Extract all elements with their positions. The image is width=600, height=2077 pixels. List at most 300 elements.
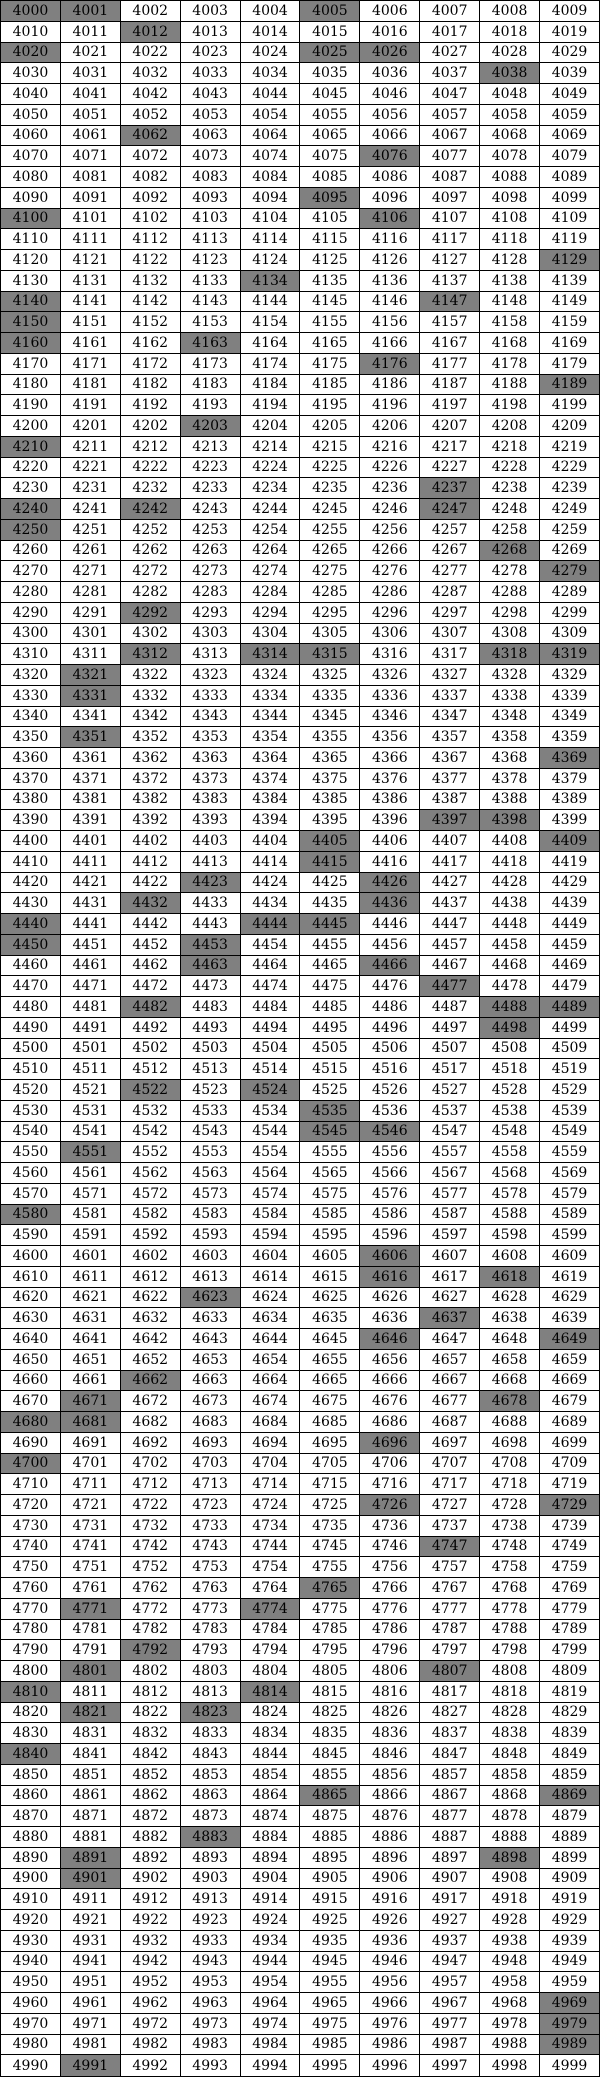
number-cell: 4781 — [60, 1619, 120, 1640]
number-cell: 4576 — [360, 1183, 420, 1204]
number-cell: 4982 — [120, 2034, 180, 2055]
number-cell: 4169 — [540, 333, 600, 354]
number-cell: 4017 — [420, 21, 480, 42]
number-cell: 4343 — [180, 706, 240, 727]
number-cell: 4577 — [420, 1183, 480, 1204]
number-cell: 4682 — [120, 1412, 180, 1433]
number-cell: 4659 — [540, 1349, 600, 1370]
number-cell: 4759 — [540, 1557, 600, 1578]
number-cell: 4656 — [360, 1349, 420, 1370]
number-cell: 4925 — [300, 1910, 360, 1931]
number-cell: 4505 — [300, 1038, 360, 1059]
number-cell: 4612 — [120, 1266, 180, 1287]
number-cell: 4224 — [240, 457, 300, 478]
number-cell: 4592 — [120, 1225, 180, 1246]
number-cell: 4057 — [420, 104, 480, 125]
number-cell: 4024 — [240, 42, 300, 63]
number-cell: 4689 — [540, 1412, 600, 1433]
number-cell: 4914 — [240, 1889, 300, 1910]
number-cell: 4354 — [240, 727, 300, 748]
number-cell: 4965 — [300, 1993, 360, 2014]
number-cell: 4642 — [120, 1329, 180, 1350]
number-cell: 4784 — [240, 1619, 300, 1640]
number-cell: 4278 — [480, 561, 540, 582]
number-cell: 4437 — [420, 893, 480, 914]
number-cell: 4584 — [240, 1204, 300, 1225]
number-cell: 4990 — [1, 2055, 61, 2077]
number-cell: 4924 — [240, 1910, 300, 1931]
number-cell: 4571 — [60, 1183, 120, 1204]
number-cell: 4950 — [1, 1972, 61, 1993]
number-cell: 4986 — [360, 2034, 420, 2055]
number-cell: 4698 — [480, 1432, 540, 1453]
number-cell: 4479 — [540, 976, 600, 997]
table-row — [1, 1432, 600, 1453]
number-cell: 4461 — [60, 955, 120, 976]
number-cell: 4300 — [1, 623, 61, 644]
number-cell: 4779 — [540, 1598, 600, 1619]
number-cell: 4071 — [60, 146, 120, 167]
number-cell: 4776 — [360, 1598, 420, 1619]
number-cell: 4877 — [420, 1806, 480, 1827]
number-cell: 4416 — [360, 851, 420, 872]
number-cell: 4910 — [1, 1889, 61, 1910]
number-cell: 4411 — [60, 851, 120, 872]
number-cell: 4649 — [540, 1329, 600, 1350]
number-cell: 4456 — [360, 934, 420, 955]
number-cell: 4864 — [240, 1785, 300, 1806]
number-cell: 4432 — [120, 893, 180, 914]
number-cell: 4657 — [420, 1349, 480, 1370]
number-cell: 4451 — [60, 934, 120, 955]
number-cell: 4111 — [60, 229, 120, 250]
number-cell: 4878 — [480, 1806, 540, 1827]
number-cell: 4620 — [1, 1287, 61, 1308]
number-cell: 4586 — [360, 1204, 420, 1225]
number-cell: 4447 — [420, 914, 480, 935]
number-cell: 4588 — [480, 1204, 540, 1225]
number-cell: 4852 — [120, 1764, 180, 1785]
number-cell: 4797 — [420, 1640, 480, 1661]
number-cell: 4896 — [360, 1847, 420, 1868]
number-cell: 4568 — [480, 1163, 540, 1184]
number-cell: 4999 — [540, 2055, 600, 2077]
number-cell: 4464 — [240, 955, 300, 976]
number-cell: 4175 — [300, 353, 360, 374]
number-cell: 4725 — [300, 1495, 360, 1516]
number-cell: 4223 — [180, 457, 240, 478]
number-cell: 4562 — [120, 1163, 180, 1184]
number-cell: 4318 — [480, 644, 540, 665]
number-cell: 4495 — [300, 1017, 360, 1038]
number-cell: 4729 — [540, 1495, 600, 1516]
number-grid-body — [1, 1, 600, 2077]
number-cell: 4502 — [120, 1038, 180, 1059]
number-cell: 4203 — [180, 416, 240, 437]
number-cell: 4989 — [540, 2034, 600, 2055]
number-cell: 4775 — [300, 1598, 360, 1619]
number-cell: 4927 — [420, 1910, 480, 1931]
number-cell: 4941 — [60, 1951, 120, 1972]
number-cell: 4329 — [540, 665, 600, 686]
number-cell: 4692 — [120, 1432, 180, 1453]
number-cell: 4268 — [480, 540, 540, 561]
number-cell: 4602 — [120, 1246, 180, 1267]
number-cell: 4634 — [240, 1308, 300, 1329]
number-cell: 4214 — [240, 436, 300, 457]
number-cell: 4468 — [480, 955, 540, 976]
number-cell: 4948 — [480, 1951, 540, 1972]
number-cell: 4345 — [300, 706, 360, 727]
number-cell: 4902 — [120, 1868, 180, 1889]
number-cell: 4034 — [240, 63, 300, 84]
number-cell: 4854 — [240, 1764, 300, 1785]
number-cell: 4349 — [540, 706, 600, 727]
number-cell: 4365 — [300, 748, 360, 769]
number-cell: 4090 — [1, 187, 61, 208]
number-cell: 4777 — [420, 1598, 480, 1619]
table-row — [1, 208, 600, 229]
table-row — [1, 187, 600, 208]
number-cell: 4442 — [120, 914, 180, 935]
number-cell: 4019 — [540, 21, 600, 42]
number-cell: 4992 — [120, 2055, 180, 2077]
number-cell: 4415 — [300, 851, 360, 872]
number-cell: 4393 — [180, 810, 240, 831]
number-cell: 4104 — [240, 208, 300, 229]
number-cell: 4720 — [1, 1495, 61, 1516]
table-row — [1, 1266, 600, 1287]
table-row — [1, 872, 600, 893]
number-cell: 4399 — [540, 810, 600, 831]
number-cell: 4843 — [180, 1744, 240, 1765]
number-cell: 4497 — [420, 1017, 480, 1038]
number-cell: 4865 — [300, 1785, 360, 1806]
number-cell: 4696 — [360, 1432, 420, 1453]
number-cell: 4678 — [480, 1391, 540, 1412]
number-cell: 4091 — [60, 187, 120, 208]
number-cell: 4967 — [420, 1993, 480, 2014]
number-cell: 4971 — [60, 2013, 120, 2034]
number-cell: 4930 — [1, 1930, 61, 1951]
number-cell: 4527 — [420, 1080, 480, 1101]
number-cell: 4321 — [60, 665, 120, 686]
number-cell: 4802 — [120, 1661, 180, 1682]
number-cell: 4617 — [420, 1266, 480, 1287]
table-row — [1, 1349, 600, 1370]
number-cell: 4526 — [360, 1080, 420, 1101]
number-cell: 4139 — [540, 270, 600, 291]
table-row — [1, 1495, 600, 1516]
number-cell: 4211 — [60, 436, 120, 457]
number-cell: 4307 — [420, 623, 480, 644]
number-cell: 4708 — [480, 1453, 540, 1474]
number-cell: 4637 — [420, 1308, 480, 1329]
number-cell: 4004 — [240, 1, 300, 22]
number-cell: 4087 — [420, 167, 480, 188]
number-cell: 4404 — [240, 831, 300, 852]
number-cell: 4798 — [480, 1640, 540, 1661]
number-cell: 4377 — [420, 768, 480, 789]
number-cell: 4467 — [420, 955, 480, 976]
number-cell: 4255 — [300, 519, 360, 540]
number-cell: 4873 — [180, 1806, 240, 1827]
number-cell: 4859 — [540, 1764, 600, 1785]
number-cell: 4780 — [1, 1619, 61, 1640]
number-cell: 4157 — [420, 312, 480, 333]
number-cell: 4026 — [360, 42, 420, 63]
number-cell: 4428 — [480, 872, 540, 893]
number-cell: 4772 — [120, 1598, 180, 1619]
number-cell: 4823 — [180, 1702, 240, 1723]
number-cell: 4289 — [540, 582, 600, 603]
number-cell: 4265 — [300, 540, 360, 561]
number-cell: 4787 — [420, 1619, 480, 1640]
number-cell: 4613 — [180, 1266, 240, 1287]
number-cell: 4420 — [1, 872, 61, 893]
number-cell: 4357 — [420, 727, 480, 748]
number-cell: 4611 — [60, 1266, 120, 1287]
number-cell: 4221 — [60, 457, 120, 478]
number-cell: 4521 — [60, 1080, 120, 1101]
number-cell: 4138 — [480, 270, 540, 291]
number-cell: 4942 — [120, 1951, 180, 1972]
number-cell: 4081 — [60, 167, 120, 188]
number-cell: 4536 — [360, 1100, 420, 1121]
number-cell: 4862 — [120, 1785, 180, 1806]
number-cell: 4153 — [180, 312, 240, 333]
number-cell: 4152 — [120, 312, 180, 333]
number-cell: 4987 — [420, 2034, 480, 2055]
number-cell: 4412 — [120, 851, 180, 872]
number-cell: 4821 — [60, 1702, 120, 1723]
number-cell: 4717 — [420, 1474, 480, 1495]
number-cell: 4383 — [180, 789, 240, 810]
number-cell: 4991 — [60, 2055, 120, 2077]
number-cell: 4306 — [360, 623, 420, 644]
number-cell: 4142 — [120, 291, 180, 312]
number-cell: 4826 — [360, 1702, 420, 1723]
number-cell: 4633 — [180, 1308, 240, 1329]
number-cell: 4417 — [420, 851, 480, 872]
number-cell: 4605 — [300, 1246, 360, 1267]
number-cell: 4811 — [60, 1681, 120, 1702]
number-cell: 4409 — [540, 831, 600, 852]
number-cell: 4778 — [480, 1598, 540, 1619]
number-cell: 4966 — [360, 1993, 420, 2014]
number-cell: 4639 — [540, 1308, 600, 1329]
number-cell: 4440 — [1, 914, 61, 935]
number-cell: 4841 — [60, 1744, 120, 1765]
number-cell: 4266 — [360, 540, 420, 561]
number-cell: 4275 — [300, 561, 360, 582]
number-cell: 4801 — [60, 1661, 120, 1682]
number-cell: 4369 — [540, 748, 600, 769]
number-cell: 4918 — [480, 1889, 540, 1910]
number-cell: 4183 — [180, 374, 240, 395]
number-cell: 4963 — [180, 1993, 240, 2014]
number-cell: 4185 — [300, 374, 360, 395]
number-cell: 4504 — [240, 1038, 300, 1059]
number-cell: 4623 — [180, 1287, 240, 1308]
number-cell: 4926 — [360, 1910, 420, 1931]
number-cell: 4810 — [1, 1681, 61, 1702]
number-cell: 4217 — [420, 436, 480, 457]
number-cell: 4471 — [60, 976, 120, 997]
number-cell: 4030 — [1, 63, 61, 84]
number-cell: 4476 — [360, 976, 420, 997]
number-cell: 4889 — [540, 1827, 600, 1848]
number-cell: 4448 — [480, 914, 540, 935]
number-cell: 4573 — [180, 1183, 240, 1204]
number-cell: 4937 — [420, 1930, 480, 1951]
number-cell: 4641 — [60, 1329, 120, 1350]
number-cell: 4134 — [240, 270, 300, 291]
number-cell: 4972 — [120, 2013, 180, 2034]
number-cell: 4474 — [240, 976, 300, 997]
number-cell: 4261 — [60, 540, 120, 561]
number-cell: 4113 — [180, 229, 240, 250]
number-cell: 4715 — [300, 1474, 360, 1495]
number-cell: 4077 — [420, 146, 480, 167]
number-cell: 4684 — [240, 1412, 300, 1433]
number-cell: 4807 — [420, 1661, 480, 1682]
table-row — [1, 706, 600, 727]
number-cell: 4473 — [180, 976, 240, 997]
number-cell: 4697 — [420, 1432, 480, 1453]
number-cell: 4572 — [120, 1183, 180, 1204]
table-row — [1, 1930, 600, 1951]
number-cell: 4728 — [480, 1495, 540, 1516]
number-cell: 4050 — [1, 104, 61, 125]
number-cell: 4685 — [300, 1412, 360, 1433]
number-cell: 4164 — [240, 333, 300, 354]
number-cell: 4431 — [60, 893, 120, 914]
number-cell: 4472 — [120, 976, 180, 997]
number-cell: 4804 — [240, 1661, 300, 1682]
number-cell: 4131 — [60, 270, 120, 291]
number-cell: 4235 — [300, 478, 360, 499]
number-cell: 4746 — [360, 1536, 420, 1557]
number-cell: 4837 — [420, 1723, 480, 1744]
number-cell: 4919 — [540, 1889, 600, 1910]
number-cell: 4583 — [180, 1204, 240, 1225]
number-cell: 4069 — [540, 125, 600, 146]
number-cell: 4054 — [240, 104, 300, 125]
number-cell: 4234 — [240, 478, 300, 499]
number-cell: 4323 — [180, 665, 240, 686]
number-cell: 4060 — [1, 125, 61, 146]
number-cell: 4382 — [120, 789, 180, 810]
number-cell: 4445 — [300, 914, 360, 935]
number-cell: 4955 — [300, 1972, 360, 1993]
number-cell: 4923 — [180, 1910, 240, 1931]
number-cell: 4876 — [360, 1806, 420, 1827]
number-cell: 4043 — [180, 84, 240, 105]
number-cell: 4112 — [120, 229, 180, 250]
table-row — [1, 1619, 600, 1640]
number-cell: 4615 — [300, 1266, 360, 1287]
number-cell: 4039 — [540, 63, 600, 84]
number-cell: 4247 — [420, 499, 480, 520]
number-cell: 4101 — [60, 208, 120, 229]
number-cell: 4949 — [540, 1951, 600, 1972]
number-cell: 4319 — [540, 644, 600, 665]
number-cell: 4436 — [360, 893, 420, 914]
number-cell: 4228 — [480, 457, 540, 478]
number-cell: 4325 — [300, 665, 360, 686]
number-cell: 4161 — [60, 333, 120, 354]
number-cell: 4582 — [120, 1204, 180, 1225]
number-cell: 4589 — [540, 1204, 600, 1225]
number-cell: 4553 — [180, 1142, 240, 1163]
number-cell: 4601 — [60, 1246, 120, 1267]
number-cell: 4327 — [420, 665, 480, 686]
number-cell: 4827 — [420, 1702, 480, 1723]
number-cell: 4604 — [240, 1246, 300, 1267]
number-cell: 4752 — [120, 1557, 180, 1578]
number-cell: 4141 — [60, 291, 120, 312]
number-cell: 4244 — [240, 499, 300, 520]
table-row — [1, 1889, 600, 1910]
number-cell: 4938 — [480, 1930, 540, 1951]
number-cell: 4483 — [180, 997, 240, 1018]
number-cell: 4510 — [1, 1059, 61, 1080]
number-cell: 4274 — [240, 561, 300, 582]
number-cell: 4727 — [420, 1495, 480, 1516]
number-cell: 4159 — [540, 312, 600, 333]
number-cell: 4364 — [240, 748, 300, 769]
number-cell: 4493 — [180, 1017, 240, 1038]
number-cell: 4943 — [180, 1951, 240, 1972]
table-row — [1, 353, 600, 374]
number-cell: 4340 — [1, 706, 61, 727]
number-cell: 4550 — [1, 1142, 61, 1163]
number-cell: 4359 — [540, 727, 600, 748]
number-cell: 4846 — [360, 1744, 420, 1765]
number-cell: 4645 — [300, 1329, 360, 1350]
number-cell: 4363 — [180, 748, 240, 769]
number-cell: 4500 — [1, 1038, 61, 1059]
number-cell: 4146 — [360, 291, 420, 312]
number-cell: 4316 — [360, 644, 420, 665]
number-cell: 4695 — [300, 1432, 360, 1453]
table-row — [1, 21, 600, 42]
number-cell: 4885 — [300, 1827, 360, 1848]
table-row — [1, 1287, 600, 1308]
number-cell: 4176 — [360, 353, 420, 374]
number-cell: 4260 — [1, 540, 61, 561]
number-cell: 4522 — [120, 1080, 180, 1101]
number-cell: 4907 — [420, 1868, 480, 1889]
table-row — [1, 457, 600, 478]
number-cell: 4011 — [60, 21, 120, 42]
number-cell: 4103 — [180, 208, 240, 229]
number-cell: 4974 — [240, 2013, 300, 2034]
number-cell: 4887 — [420, 1827, 480, 1848]
table-row — [1, 1100, 600, 1121]
number-cell: 4196 — [360, 395, 420, 416]
number-cell: 4970 — [1, 2013, 61, 2034]
number-cell: 4556 — [360, 1142, 420, 1163]
number-cell: 4574 — [240, 1183, 300, 1204]
number-cell: 4932 — [120, 1930, 180, 1951]
number-cell: 4803 — [180, 1661, 240, 1682]
number-cell: 4084 — [240, 167, 300, 188]
number-cell: 4302 — [120, 623, 180, 644]
table-row — [1, 934, 600, 955]
number-cell: 4095 — [300, 187, 360, 208]
